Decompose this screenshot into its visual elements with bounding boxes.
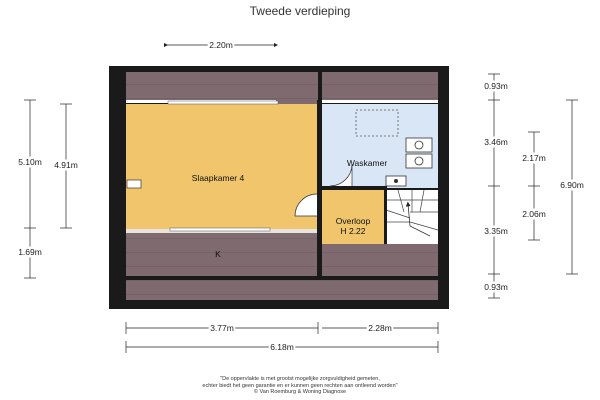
floor-title: Tweede verdieping	[249, 4, 351, 18]
dim-left-bottom: 1.69m	[18, 247, 42, 257]
radiator	[127, 180, 141, 188]
wall-laundry-landing	[322, 186, 386, 190]
window-bedroom-bottom	[170, 228, 270, 231]
roof-top-left	[126, 72, 276, 102]
label-slaapkamer: Slaapkamer 4	[191, 173, 245, 183]
washer-2	[406, 154, 432, 168]
dim-top-width: 2.20m	[209, 40, 233, 50]
disclaimer-line-1: "De oppervlakte is met grootst mogelijke zorgvuldigheid gemeten,	[220, 376, 380, 382]
roof-bottom-right	[322, 244, 438, 276]
label-waskamer: Waskamer	[346, 158, 388, 168]
sink-drain	[394, 179, 398, 183]
dim-left-outer: 5.10m	[18, 157, 42, 167]
gutter-line	[322, 100, 438, 103]
window-bedroom	[168, 101, 278, 104]
dim-right-top: 0.93m	[484, 81, 508, 91]
dim-right-total: 6.90m	[560, 180, 584, 190]
dim-right-inner-lower: 2.06m	[522, 209, 546, 219]
room-slaapkamer	[126, 104, 317, 229]
roof-top-right	[322, 72, 438, 102]
label-overloop-height: H 2.22	[340, 226, 366, 236]
dim-right-inner-upper: 2.17m	[522, 153, 546, 163]
dim-right-bottom: 0.93m	[484, 282, 508, 292]
washer-1	[406, 138, 432, 152]
label-knieschot: K	[215, 249, 221, 259]
dim-right-upper: 3.46m	[484, 137, 508, 147]
label-overloop: Overloop	[335, 216, 371, 226]
dim-left-inner: 4.91m	[54, 160, 78, 170]
roof-bottom-left	[126, 232, 318, 276]
disclaimer-line-2: echter biedt het geen garantie en er kunnen geen rechten aan ontleend worden"	[202, 382, 398, 389]
wall-stair	[384, 186, 387, 244]
disclaimer	[0, 376, 600, 396]
dim-right-lower: 3.35m	[484, 226, 508, 236]
wall-vertical	[317, 100, 322, 278]
disclaimer-line-3: © Van Roemburg & Woning Diagnose	[253, 389, 347, 395]
dim-bottom-right: 2.28m	[368, 323, 392, 333]
dim-bottom-left: 3.77m	[210, 323, 234, 333]
roof-bottom	[126, 280, 438, 300]
dim-bottom-total: 6.18m	[270, 342, 294, 352]
